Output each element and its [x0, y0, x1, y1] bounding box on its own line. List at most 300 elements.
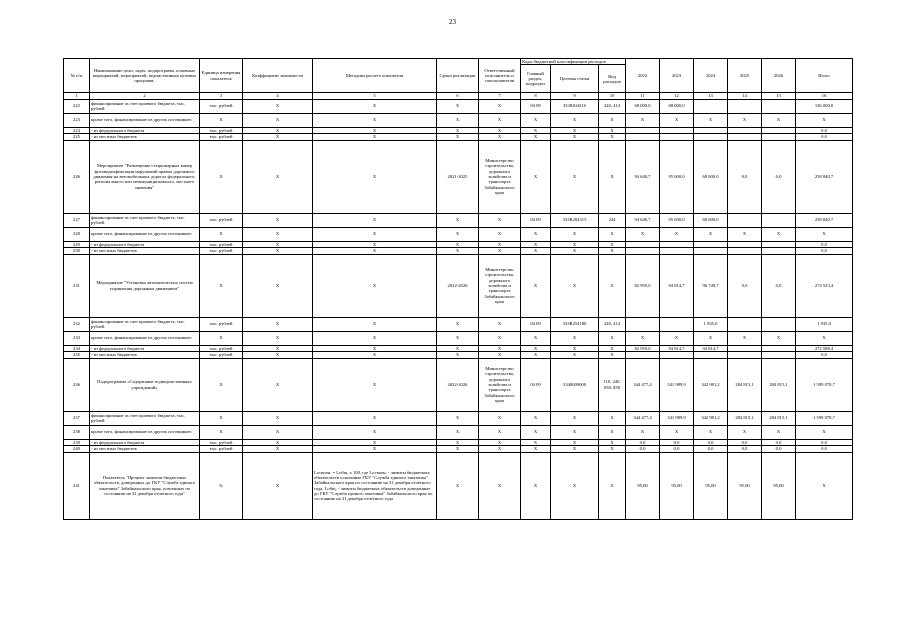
- table-cell: X: [521, 446, 551, 453]
- table-cell: 04 09: [521, 358, 551, 411]
- table-cell: тыс. рублей: [200, 241, 243, 248]
- table-cell: Министерство строительства, дорожного хозяйства и транспорта Забайкальского края: [479, 254, 521, 317]
- table-cell: X: [660, 113, 694, 127]
- table-cell: - из местных бюджетов: [90, 352, 200, 359]
- table-cell: X: [313, 99, 437, 113]
- table-row: [64, 254, 853, 317]
- table-cell: X: [521, 439, 551, 446]
- table-cell: X: [521, 248, 551, 255]
- table-cell: X: [437, 99, 479, 113]
- table-cell: 258 840,7: [796, 140, 853, 213]
- table-cell: X: [479, 99, 521, 113]
- table-cell: X: [479, 134, 521, 141]
- table-cell: X: [599, 248, 626, 255]
- table-cell: 95 600,0: [660, 140, 694, 213]
- col-number: 8: [521, 93, 551, 99]
- table-cell: 0,0: [796, 439, 853, 446]
- table-cell: X: [551, 134, 599, 141]
- table-cell: 0,0: [694, 439, 728, 446]
- table-cell: X: [437, 248, 479, 255]
- table-cell: финансирование за счет краевого бюджета, тыс. рублей: [90, 99, 200, 113]
- table-cell: X: [599, 227, 626, 241]
- table-cell: X: [313, 213, 437, 227]
- table-cell: X: [551, 241, 599, 248]
- table-cell: финансирование за счет краевого бюджета, тыс. рублей: [90, 317, 200, 331]
- table-cell: 0,0: [762, 446, 796, 453]
- table-cell: X: [521, 425, 551, 439]
- table-cell: X: [437, 352, 479, 359]
- table-cell: X: [243, 254, 313, 317]
- col-number: 14: [728, 93, 762, 99]
- table-cell: 94 814,7: [660, 345, 694, 352]
- table-cell: X: [521, 127, 551, 134]
- table-cell: 0,0: [728, 254, 762, 317]
- table-cell: - из федерального бюджета: [90, 127, 200, 134]
- header-unit: Единица измерения показателя: [200, 59, 243, 93]
- table-cell: Министерство строительства, дорожного хозяйства и транспорта Забайкальского края: [479, 358, 521, 411]
- table-cell: X: [599, 439, 626, 446]
- table-cell: X: [551, 127, 599, 134]
- table-cell: 341 989,9: [660, 358, 694, 411]
- table-cell: X: [243, 213, 313, 227]
- table-cell: X: [479, 452, 521, 519]
- table-cell: 284 815,1: [728, 411, 762, 425]
- header-csr: Целевая статья: [551, 65, 599, 93]
- table-cell: X: [796, 452, 853, 519]
- table-cell: 68 000,0: [626, 99, 660, 113]
- table-cell: 3340000000: [551, 358, 599, 411]
- table-cell: X: [479, 317, 521, 331]
- table-cell: 68 600,0: [694, 140, 728, 213]
- table-cell: 258 840,7: [796, 213, 853, 227]
- table-cell: X: [313, 241, 437, 248]
- table-cell: тыс. рублей: [200, 213, 243, 227]
- table-cell: X: [243, 352, 313, 359]
- header-2023: 2023: [660, 59, 694, 93]
- table-cell: X: [660, 227, 694, 241]
- table-cell: X: [728, 331, 762, 345]
- table-cell: 230: [64, 248, 90, 255]
- table-cell: X: [243, 345, 313, 352]
- header-codes-group: Коды бюджетной классификации расходов: [521, 59, 626, 65]
- table-cell: X: [599, 134, 626, 141]
- table-cell: 240, 414: [599, 99, 626, 113]
- table-cell: [660, 317, 694, 331]
- table-cell: X: [313, 331, 437, 345]
- table-cell: - из местных бюджетов: [90, 248, 200, 255]
- table-row: [64, 452, 853, 519]
- table-cell: 0,0: [796, 446, 853, 453]
- table-cell: X: [796, 425, 853, 439]
- table-row: [64, 99, 853, 113]
- table-cell: 240: [64, 446, 90, 453]
- table-row: [64, 213, 853, 227]
- table-cell: X: [660, 331, 694, 345]
- header-executor: Ответственный исполнитель и соисполнители: [479, 59, 521, 93]
- table-cell: X: [599, 452, 626, 519]
- table-cell: - из федерального бюджета: [90, 439, 200, 446]
- table-cell: 225: [64, 134, 90, 141]
- table-cell: 0,0: [762, 254, 796, 317]
- table-cell: 94 814,7: [660, 254, 694, 317]
- table-cell: X: [243, 425, 313, 439]
- table-cell: 232: [64, 317, 90, 331]
- table-cell: X: [243, 140, 313, 213]
- col-number: 2: [90, 93, 200, 99]
- col-number: 10: [599, 93, 626, 99]
- table-cell: X: [599, 140, 626, 213]
- table-row: [64, 140, 853, 213]
- table-cell: 333820431S: [551, 99, 599, 113]
- table-cell: X: [599, 425, 626, 439]
- table-cell: X: [521, 113, 551, 127]
- table-cell: X: [200, 331, 243, 345]
- table-cell: X: [551, 425, 599, 439]
- table-row: [64, 227, 853, 241]
- table-cell: 0,0: [728, 439, 762, 446]
- table-row: [64, 358, 853, 411]
- header-2026: 2026: [762, 59, 796, 93]
- table-cell: X: [243, 317, 313, 331]
- col-number: 9: [551, 93, 599, 99]
- table-cell: X: [243, 331, 313, 345]
- table-cell: X: [551, 446, 599, 453]
- table-cell: 2021-2025: [437, 140, 479, 213]
- table-cell: [762, 99, 796, 113]
- col-number: 16: [796, 93, 853, 99]
- table-cell: тыс. рублей: [200, 345, 243, 352]
- table-cell: X: [521, 227, 551, 241]
- table-cell: 1 935,0: [796, 317, 853, 331]
- table-cell: 0,0: [796, 127, 853, 134]
- table-cell: X: [313, 227, 437, 241]
- table-cell: X: [200, 254, 243, 317]
- table-cell: X: [200, 227, 243, 241]
- table-cell: X: [551, 140, 599, 213]
- table-cell: X: [479, 113, 521, 127]
- table-cell: тыс. рублей: [200, 352, 243, 359]
- table-cell: X: [551, 254, 599, 317]
- header-coef: Коэффициент значимости: [243, 59, 313, 93]
- table-cell: X: [243, 227, 313, 241]
- table-cell: X: [728, 425, 762, 439]
- table-cell: 110, 240, 830, 850: [599, 358, 626, 411]
- table-cell: - из местных бюджетов: [90, 134, 200, 141]
- col-number: 6: [437, 93, 479, 99]
- table-cell: Lосвоен. = Lобщ. x 100, где Lосвоен. - лимиты бюджетных обязательств освоенные ГКУ "Служба единого заказчика" Забайкальского края по состоянию на 31 декабря отчетного года, Lобщ. - лимиты бюджетных обязательств доведенные до ГКУ "Служба единого заказчика" Забайкальского края по состоянию на 31 декабря отчетного года: [313, 452, 437, 519]
- table-cell: X: [551, 452, 599, 519]
- table-cell: финансирование за счет краевого бюджета, тыс. рублей: [90, 213, 200, 227]
- table-cell: X: [437, 425, 479, 439]
- table-cell: 1 599 078,7: [796, 411, 853, 425]
- table-cell: X: [521, 411, 551, 425]
- table-cell: 04 09: [521, 317, 551, 331]
- table-cell: X: [762, 113, 796, 127]
- table-cell: X: [551, 439, 599, 446]
- table-cell: X: [551, 248, 599, 255]
- table-cell: 0,0: [626, 446, 660, 453]
- table-cell: X: [599, 411, 626, 425]
- table-cell: [728, 317, 762, 331]
- table-cell: X: [626, 227, 660, 241]
- table-cell: 238: [64, 425, 90, 439]
- table-cell: X: [200, 140, 243, 213]
- table-cell: X: [599, 254, 626, 317]
- table-cell: 0,0: [796, 248, 853, 255]
- table-cell: X: [521, 331, 551, 345]
- table-cell: X: [437, 127, 479, 134]
- table-cell: X: [521, 452, 551, 519]
- table-cell: 95 600,0: [660, 213, 694, 227]
- table-cell: X: [479, 227, 521, 241]
- table-cell: X: [437, 452, 479, 519]
- table-cell: тыс. рублей: [200, 446, 243, 453]
- table-cell: X: [313, 358, 437, 411]
- table-cell: X: [762, 227, 796, 241]
- table-cell: кроме того, финансирование из других источников:: [90, 425, 200, 439]
- table-cell: 274 523,4: [796, 254, 853, 317]
- table-cell: 2022-2026: [437, 254, 479, 317]
- table-cell: 341 989,9: [660, 411, 694, 425]
- table-cell: X: [599, 127, 626, 134]
- table-cell: Мероприятие "Размещение стационарных камер фотовидеофиксации нарушений правил дорожного движения на автомобильных дорогах федерального, регионального или межмуниципального, местного значения": [90, 140, 200, 213]
- table-cell: X: [437, 331, 479, 345]
- budget-table: [63, 58, 853, 520]
- table-cell: X: [200, 358, 243, 411]
- table-cell: X: [599, 345, 626, 352]
- table-cell: 228: [64, 227, 90, 241]
- table-cell: Мероприятие "Установка автоматических систем управления дорожным движением": [90, 254, 200, 317]
- table-cell: X: [694, 227, 728, 241]
- table-cell: 95,00: [660, 452, 694, 519]
- table-cell: X: [479, 345, 521, 352]
- table-cell: 95,00: [626, 452, 660, 519]
- table-cell: X: [243, 439, 313, 446]
- table-cell: X: [796, 331, 853, 345]
- table-cell: X: [728, 113, 762, 127]
- table-cell: X: [599, 113, 626, 127]
- header-2022: 2022: [626, 59, 660, 93]
- header-period: Сроки реализации: [437, 59, 479, 93]
- table-cell: X: [437, 213, 479, 227]
- table-cell: X: [551, 227, 599, 241]
- table-cell: кроме того, финансирование из других источников:: [90, 227, 200, 241]
- table-cell: X: [313, 248, 437, 255]
- table-cell: 0,0: [796, 352, 853, 359]
- table-cell: 95,00: [694, 452, 728, 519]
- table-cell: кроме того, финансирование из других источников:: [90, 113, 200, 127]
- table-cell: X: [694, 425, 728, 439]
- table-cell: X: [243, 248, 313, 255]
- table-cell: Подпрограмма «Содержание подведомственных учреждений»: [90, 358, 200, 411]
- table-cell: X: [521, 140, 551, 213]
- table-cell: X: [313, 127, 437, 134]
- table-cell: 95,00: [762, 452, 796, 519]
- table-cell: X: [551, 345, 599, 352]
- col-number: 7: [479, 93, 521, 99]
- table-cell: X: [243, 241, 313, 248]
- table-cell: X: [521, 134, 551, 141]
- table-cell: X: [521, 254, 551, 317]
- table-cell: X: [796, 227, 853, 241]
- table-cell: X: [200, 425, 243, 439]
- header-method: Методика расчета показателя: [313, 59, 437, 93]
- table-cell: 229: [64, 241, 90, 248]
- table-cell: 82 959,0: [626, 345, 660, 352]
- table-cell: X: [437, 241, 479, 248]
- table-cell: X: [243, 446, 313, 453]
- table-cell: 344 477,4: [626, 411, 660, 425]
- table-cell: 94 640,7: [626, 140, 660, 213]
- table-cell: 239: [64, 439, 90, 446]
- table-cell: 333R204315: [551, 213, 599, 227]
- col-number: 13: [694, 93, 728, 99]
- table-cell: X: [599, 331, 626, 345]
- table-cell: X: [243, 358, 313, 411]
- table-cell: X: [313, 446, 437, 453]
- table-cell: X: [599, 352, 626, 359]
- table-cell: X: [313, 425, 437, 439]
- table-cell: тыс. рублей: [200, 317, 243, 331]
- table-cell: 1 935,0: [694, 317, 728, 331]
- table-cell: X: [694, 113, 728, 127]
- table-cell: 96 749,7: [694, 254, 728, 317]
- table-cell: X: [551, 331, 599, 345]
- table-cell: 04 09: [521, 99, 551, 113]
- table-cell: X: [243, 127, 313, 134]
- table-cell: 94 814,7: [694, 345, 728, 352]
- table-cell: X: [313, 439, 437, 446]
- table-cell: - из федерального бюджета: [90, 345, 200, 352]
- table-cell: 94 640,7: [626, 213, 660, 227]
- budget-table-wrapper: [63, 58, 852, 520]
- table-cell: 0,0: [626, 439, 660, 446]
- table-cell: X: [479, 213, 521, 227]
- table-cell: [762, 317, 796, 331]
- table-cell: X: [728, 227, 762, 241]
- table-cell: X: [313, 411, 437, 425]
- table-cell: 2022-2026: [437, 358, 479, 411]
- table-cell: X: [551, 352, 599, 359]
- table-cell: X: [626, 113, 660, 127]
- table-cell: X: [437, 439, 479, 446]
- table-cell: 244: [599, 213, 626, 227]
- table-cell: X: [313, 254, 437, 317]
- table-cell: 342 981,2: [694, 358, 728, 411]
- table-cell: 0,0: [660, 439, 694, 446]
- table-cell: 231: [64, 254, 90, 317]
- col-number: 5: [313, 93, 437, 99]
- table-cell: X: [437, 317, 479, 331]
- table-cell: %: [200, 452, 243, 519]
- table-cell: X: [599, 446, 626, 453]
- table-cell: - из местных бюджетов: [90, 446, 200, 453]
- table-cell: X: [521, 241, 551, 248]
- table-cell: - из федерального бюджета: [90, 241, 200, 248]
- table-cell: 333R254180: [551, 317, 599, 331]
- table-cell: 235: [64, 352, 90, 359]
- table-cell: X: [313, 317, 437, 331]
- table-cell: тыс. рублей: [200, 127, 243, 134]
- table-cell: X: [479, 352, 521, 359]
- col-number: 12: [660, 93, 694, 99]
- table-cell: X: [479, 248, 521, 255]
- table-cell: 0,0: [694, 446, 728, 453]
- table-cell: X: [521, 352, 551, 359]
- header-glav: Главный раздел, подраздел: [521, 65, 551, 93]
- table-cell: 241: [64, 452, 90, 519]
- table-cell: X: [437, 227, 479, 241]
- table-cell: X: [551, 113, 599, 127]
- header-num: № п/п: [64, 59, 90, 93]
- table-cell: [728, 213, 762, 227]
- table-cell: X: [626, 425, 660, 439]
- table-cell: X: [479, 331, 521, 345]
- table-cell: 237: [64, 411, 90, 425]
- table-cell: 0,0: [660, 446, 694, 453]
- table-cell: X: [313, 352, 437, 359]
- table-cell: X: [437, 446, 479, 453]
- table-cell: Показатель "Процент лимитов бюджетных обязательств, доведенных до ГКУ "Служба единого заказчика" Забайкальского края, освоенных по состоянию на 31 декабря отчетного года": [90, 452, 200, 519]
- table-cell: X: [437, 345, 479, 352]
- table-cell: тыс. рублей: [200, 439, 243, 446]
- table-cell: 284 815,1: [728, 358, 762, 411]
- col-number: 1: [64, 93, 90, 99]
- table-cell: X: [243, 113, 313, 127]
- table-cell: X: [479, 425, 521, 439]
- table-cell: финансирование за счет краевого бюджета, тыс. рублей: [90, 411, 200, 425]
- table-cell: 222: [64, 99, 90, 113]
- table-cell: X: [479, 241, 521, 248]
- table-cell: X: [243, 99, 313, 113]
- table-cell: 68 000,0: [660, 99, 694, 113]
- table-cell: 82 959,0: [626, 254, 660, 317]
- table-cell: 284 815,1: [762, 358, 796, 411]
- table-cell: кроме того, финансирование из других источников:: [90, 331, 200, 345]
- table-cell: X: [243, 452, 313, 519]
- table-cell: тыс. рублей: [200, 248, 243, 255]
- table-row: [64, 317, 853, 331]
- table-cell: 0,0: [728, 140, 762, 213]
- table-cell: X: [313, 345, 437, 352]
- header-2025: 2025: [728, 59, 762, 93]
- table-cell: 344 477,4: [626, 358, 660, 411]
- table-cell: X: [694, 331, 728, 345]
- table-cell: X: [551, 411, 599, 425]
- table-cell: 240, 414: [599, 317, 626, 331]
- table-cell: 0,0: [796, 241, 853, 248]
- table-cell: X: [313, 113, 437, 127]
- table-cell: 1 599 078,7: [796, 358, 853, 411]
- table-cell: X: [626, 331, 660, 345]
- table-body: [64, 99, 853, 519]
- table-row: [64, 411, 853, 425]
- page-number: 23: [449, 18, 456, 26]
- table-row: [64, 331, 853, 345]
- table-cell: 04 09: [521, 213, 551, 227]
- table-cell: X: [243, 134, 313, 141]
- table-cell: X: [200, 113, 243, 127]
- table-cell: X: [762, 331, 796, 345]
- table-cell: X: [313, 140, 437, 213]
- table-cell: [762, 213, 796, 227]
- table-cell: X: [313, 134, 437, 141]
- table-cell: 0,0: [728, 446, 762, 453]
- header-vr: Вид расходов: [599, 65, 626, 93]
- table-cell: X: [200, 411, 243, 425]
- table-cell: X: [479, 411, 521, 425]
- col-number: 11: [626, 93, 660, 99]
